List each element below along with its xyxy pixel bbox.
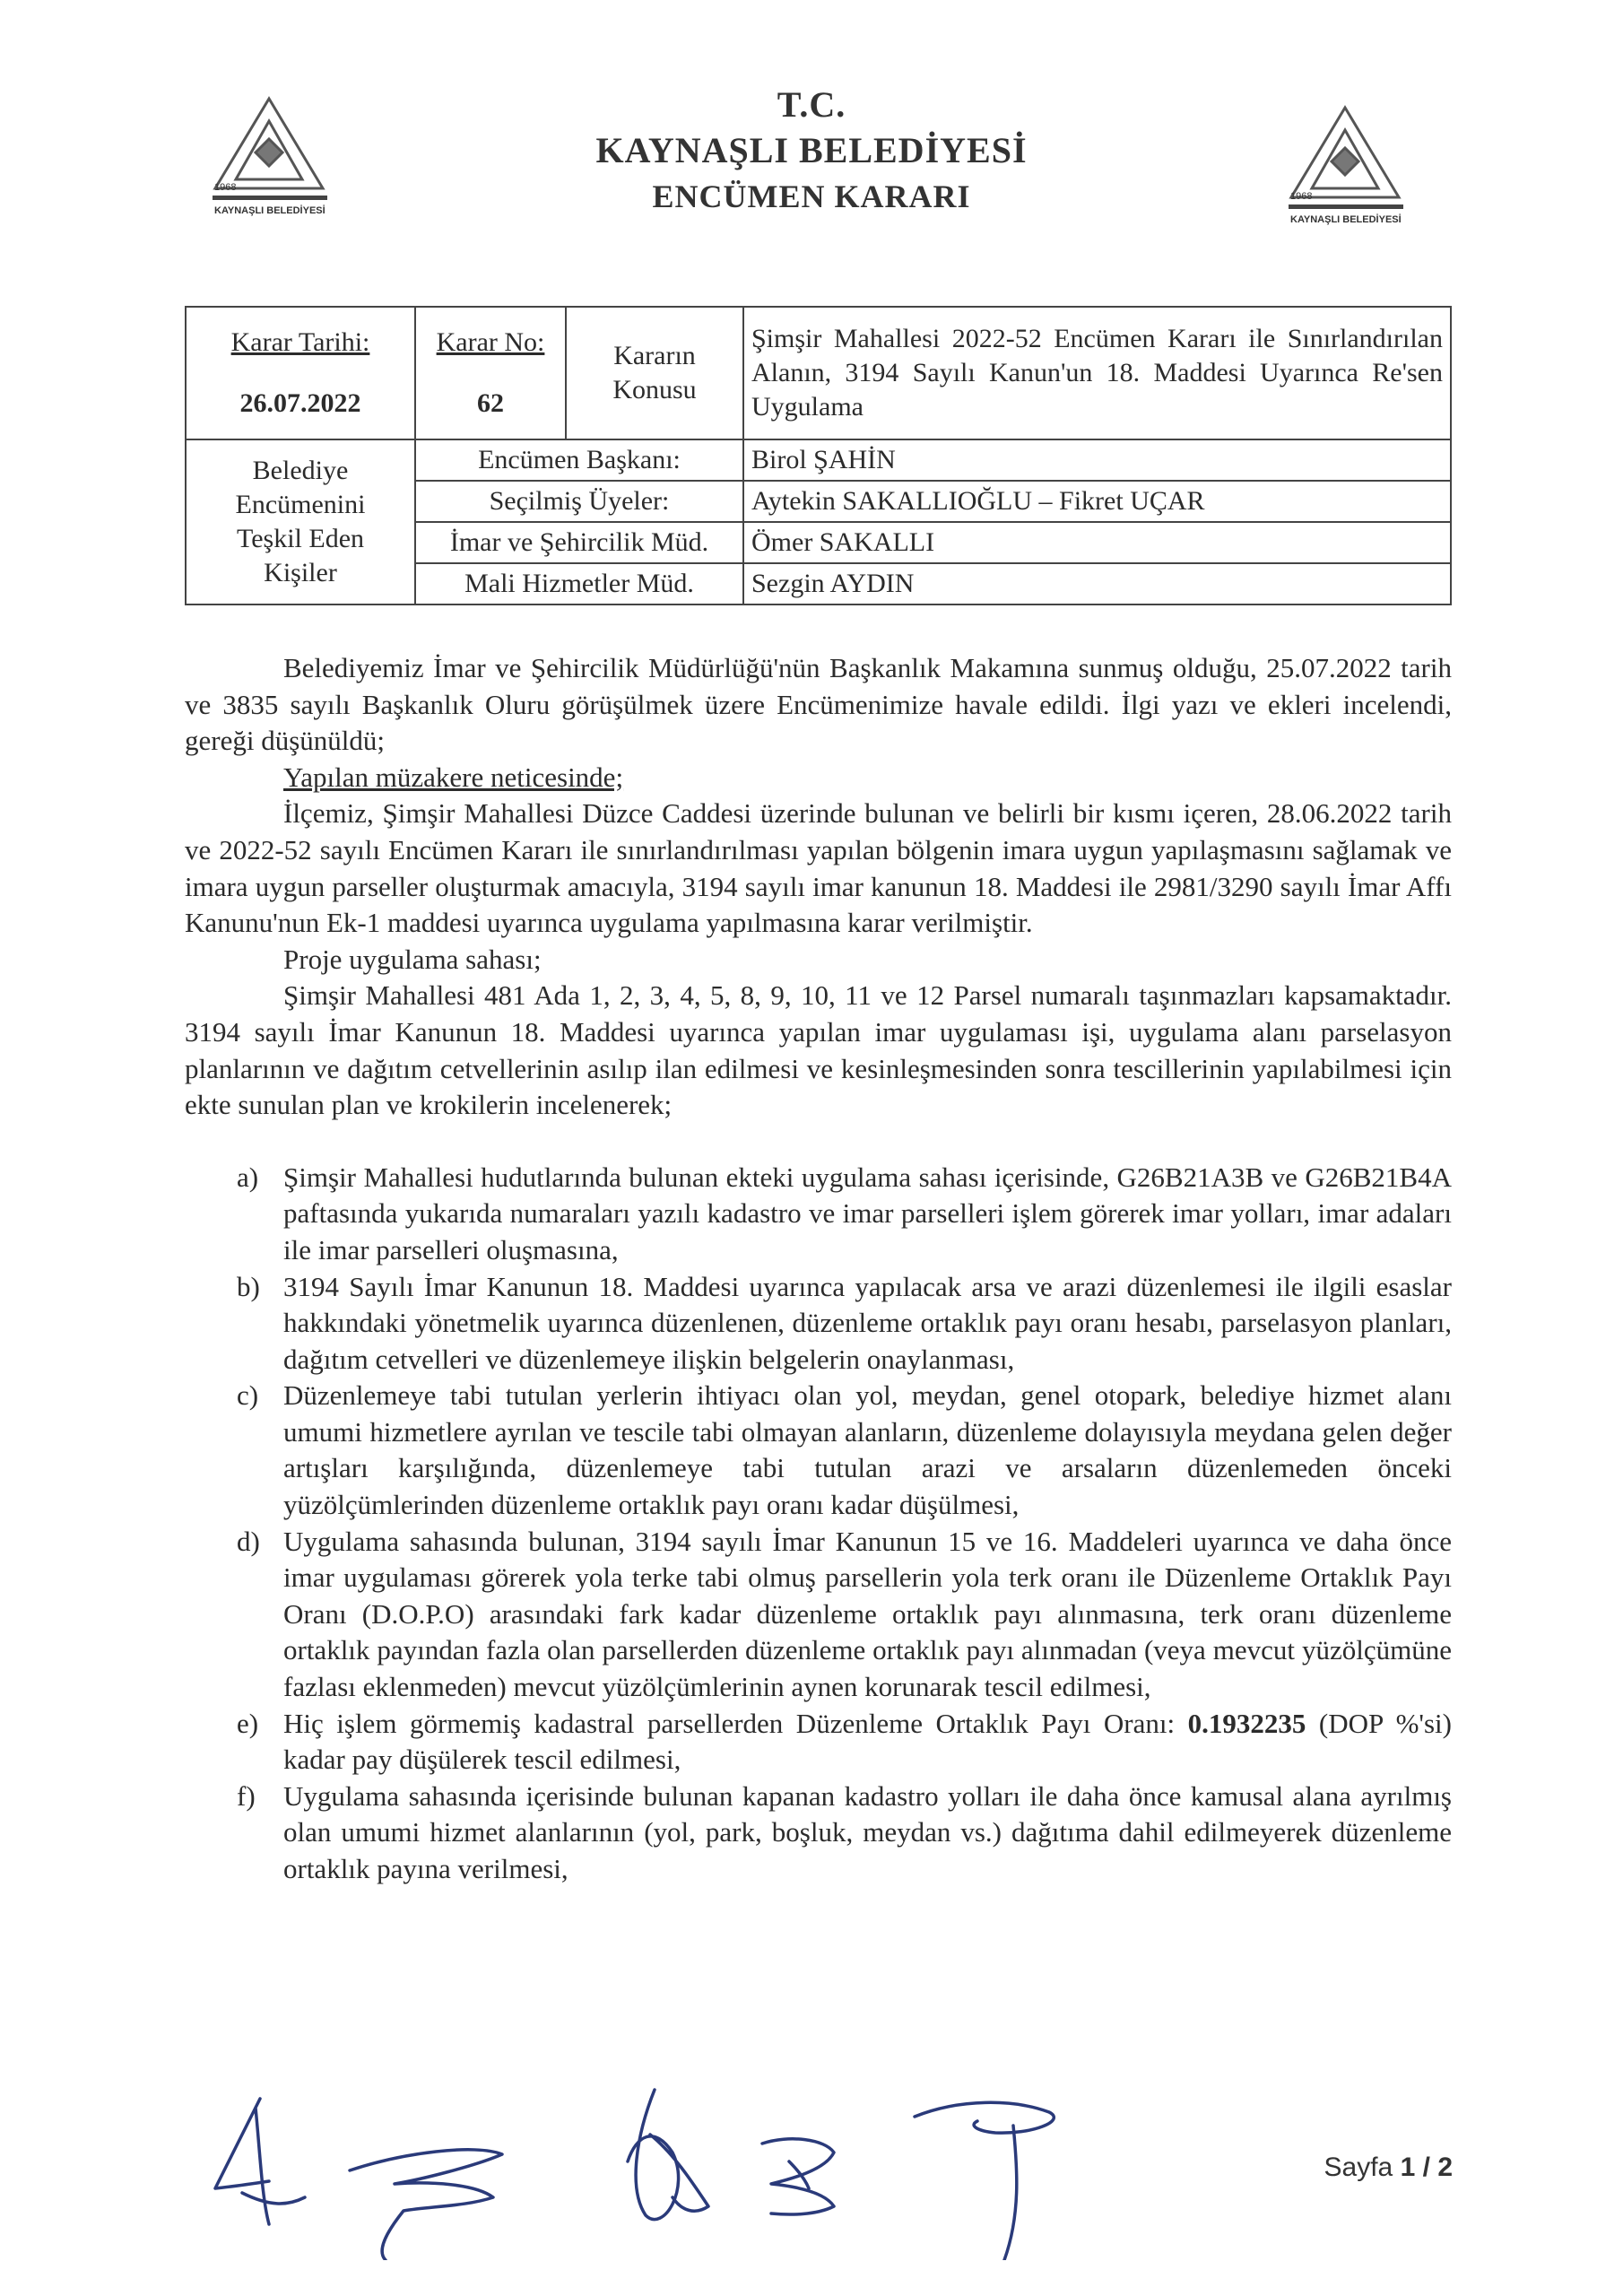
list-item-text: Uygulama sahasında içerisinde bulunan kapanan kadastro yolları ile daha önce kamusal alana ayrılmış olan umumi hizmet alanlarının (yol, park, boşluk, meydan vs.) dağıtıma dahil edilmeyerek düzenleme ortaklık payına verilmesi, bbox=[283, 1779, 1452, 1884]
body-paragraph: Belediyemiz İmar ve Şehircilik Müdürlüğü'nün Başkanlık Makamına sunmuş olduğu, 25.07.2022 tarih ve 3835 sayılı Başkanlık Oluru görüşülmek üzere Encümenimize havale edildi. İlgi yazı ve ekleri incelendi, gereği düşünüldü; bbox=[185, 652, 1452, 757]
members-title-4: Kişiler bbox=[264, 558, 337, 587]
member-name: Birol ŞAHİN bbox=[743, 439, 1451, 481]
member-role: İmar ve Şehircilik Müd. bbox=[415, 522, 743, 563]
decision-body bbox=[185, 650, 1452, 1888]
page-current: 1 bbox=[1400, 2152, 1416, 2182]
dopo-ratio-value: 0.1932235 bbox=[1187, 1707, 1306, 1739]
subject-label-1: Kararın bbox=[613, 341, 696, 370]
members-title-3: Teşkil Eden bbox=[236, 524, 365, 553]
list-item bbox=[185, 1269, 1452, 1378]
list-item bbox=[185, 1779, 1452, 1888]
list-item-text bbox=[283, 1706, 1452, 1779]
members-title-1: Belediye bbox=[252, 456, 349, 485]
list-item bbox=[185, 1378, 1452, 1523]
decision-no-label: Karar No: bbox=[436, 327, 545, 357]
decision-date-label: Karar Tarihi: bbox=[230, 327, 370, 357]
decision-subject-label-cell bbox=[566, 307, 743, 439]
member-name: Aytekin SAKALLIOĞLU – Fikret UÇAR bbox=[743, 481, 1451, 522]
signature-1 bbox=[215, 2099, 305, 2224]
list-item-label: f) bbox=[237, 1779, 256, 1812]
list-item bbox=[185, 1524, 1452, 1706]
header-doc-type: ENCÜMEN KARARI bbox=[652, 178, 971, 214]
list-item-text: Şimşir Mahallesi hudutlarında bulunan ekteki uygulama sahası içerisinde, G26B21A3B ve G26B21B4A paftasında yukarıda numaraları yazılı kadastro ve imar parselleri işlem görerek imar yolları, imar adaları ile imar parselleri oluşmasına, bbox=[283, 1161, 1452, 1265]
decision-date-value: 26.07.2022 bbox=[239, 388, 361, 418]
list-item bbox=[185, 1160, 1452, 1269]
svg-text:KAYNAŞLI BELEDİYESİ: KAYNAŞLI BELEDİYESİ bbox=[214, 205, 325, 216]
dopo-text-after: (DOP %'si) kadar pay düşülerek tescil edilmesi, bbox=[283, 1707, 1452, 1776]
decision-info-table bbox=[185, 306, 1452, 605]
list-item bbox=[185, 1706, 1452, 1779]
body-heading: Yapılan müzakere neticesinde; bbox=[283, 761, 624, 793]
members-title-cell bbox=[186, 439, 415, 604]
list-item-label: c) bbox=[237, 1379, 259, 1412]
subject-label-2: Konusu bbox=[612, 375, 697, 404]
dopo-text: Hiç işlem görmemiş kadastral parsellerden Düzenleme Ortaklık Payı Oranı: bbox=[283, 1707, 1188, 1739]
decision-date-cell bbox=[186, 307, 415, 439]
header-tc: T.C. bbox=[777, 84, 846, 125]
body-paragraph: Şimşir Mahallesi 481 Ada 1, 2, 3, 4, 5, 8, 9, 10, 11 ve 12 Parsel numaralı taşınmazları kapsamaktadır. 3194 sayılı İmar Kanunun 18. Maddesi uyarınca yapılan imar uygulaması işi, uygulama alanı parselasyon planlarının ve dağıtım cetvellerinin asılıp ilan edilmesi ve kesinleşmesinden sonra tescillerinin yapılabilmesi için ekte sunulan plan ve krokilerin incelenerek; bbox=[185, 979, 1452, 1121]
list-item-label: a) bbox=[237, 1161, 259, 1193]
svg-text:KAYNAŞLI BELEDİYESİ: KAYNAŞLI BELEDİYESİ bbox=[1290, 214, 1402, 225]
list-item-label: e) bbox=[237, 1707, 259, 1739]
list-item-text: Uygulama sahasında bulunan, 3194 sayılı İmar Kanunun 15 ve 16. Maddeleri uyarınca ve daha önce imar uygulaması görerek yola terke tabi olmuş parsellerin yola terk oranı ile Düzenleme Ortaklık Payı Oranı (D.O.P.O) arasındaki fark kadar düzenleme ortaklık payı alınmasına, terk oranı düzenleme ortaklık payından fazla olan parsellerden düzenleme ortaklık payı alınmadan (veya mevcut yüzölçümüne fazlası eklenmeden) mevcut yüzölçümlerinin aynen korunarak tescil edilmesi, bbox=[283, 1525, 1452, 1703]
list-item-label: d) bbox=[237, 1525, 260, 1557]
member-name: Ömer SAKALLI bbox=[743, 522, 1451, 563]
list-item-label: b) bbox=[237, 1270, 260, 1302]
member-name: Sezgin AYDIN bbox=[743, 563, 1451, 604]
page-label: Sayfa bbox=[1324, 2152, 1393, 2182]
signature-5 bbox=[915, 2102, 1054, 2260]
svg-text:1968: 1968 bbox=[214, 182, 237, 193]
list-item-text: 3194 Sayılı İmar Kanunun 18. Maddesi uyarınca yapılacak arsa ve arazi düzenlemesi ile ilgili esaslar hakkındaki yönetmelik uyarınca düzenlenen, düzenleme ortaklık payı oranı hesabı, parselasyon planları, dağıtım cetvelleri ve düzenlemeye ilişkin belgelerin onaylanması, bbox=[283, 1270, 1452, 1375]
decision-no-cell bbox=[415, 307, 566, 439]
page-number bbox=[1324, 2152, 1453, 2183]
decision-no-value: 62 bbox=[477, 388, 504, 418]
signature-4 bbox=[762, 2139, 834, 2214]
page-total: 2 bbox=[1437, 2152, 1453, 2182]
signature-3 bbox=[628, 2090, 708, 2220]
list-item-text: Düzenlemeye tabi tutulan yerlerin ihtiyacı olan yol, meydan, genel otopark, belediye hizmet alanı umumi hizmetlere ayrılan ve tescile tabi olmayan alanların, düzenleme dolayısıyla meydana gelen değer artışları karşılığında, düzenlemeye tabi tutulan arazi ve arsaların düzenlemeden önceki yüzölçümlerinden düzenleme ortaklık payı oranı kadar düşülmesi, bbox=[283, 1379, 1452, 1521]
page-separator: / bbox=[1422, 2152, 1430, 2182]
header-municipality: KAYNAŞLI BELEDİYESİ bbox=[595, 130, 1028, 170]
signatures bbox=[206, 2081, 1103, 2260]
signature-2 bbox=[350, 2150, 502, 2260]
decision-items-list bbox=[185, 1160, 1452, 1888]
member-role: Encümen Başkanı: bbox=[415, 439, 743, 481]
body-paragraph: İlçemiz, Şimşir Mahallesi Düzce Caddesi üzerinde bulunan ve belirli bir kısmı içeren, 28.06.2022 tarih ve 2022-52 sayılı Encümen Kararı ile sınırlandırılması yapılan bölgenin imara uygun yapılaşmasını sağlamak ve imara uygun parseller oluşturmak amacıyla, 3194 sayılı imar kanunun 18. Maddesi ile 2981/3290 sayılı İmar Affı Kanunu'nun Ek-1 maddesi uyarınca uygulama yapılmasına karar verilmiştir. bbox=[185, 797, 1452, 939]
members-title-2: Encümenini bbox=[235, 490, 366, 519]
decision-subject-text: Şimşir Mahallesi 2022-52 Encümen Kararı ile Sınırlandırılan Alanın, 3194 Sayılı Kanun'un 18. Maddesi Uyarınca Re'sen Uygulama bbox=[743, 307, 1451, 439]
body-paragraph: Proje uygulama sahası; bbox=[283, 943, 542, 975]
member-role: Seçilmiş Üyeler: bbox=[415, 481, 743, 522]
svg-text:1968: 1968 bbox=[1290, 191, 1313, 202]
document-header bbox=[0, 83, 1623, 219]
member-role: Mali Hizmetler Müd. bbox=[415, 563, 743, 604]
